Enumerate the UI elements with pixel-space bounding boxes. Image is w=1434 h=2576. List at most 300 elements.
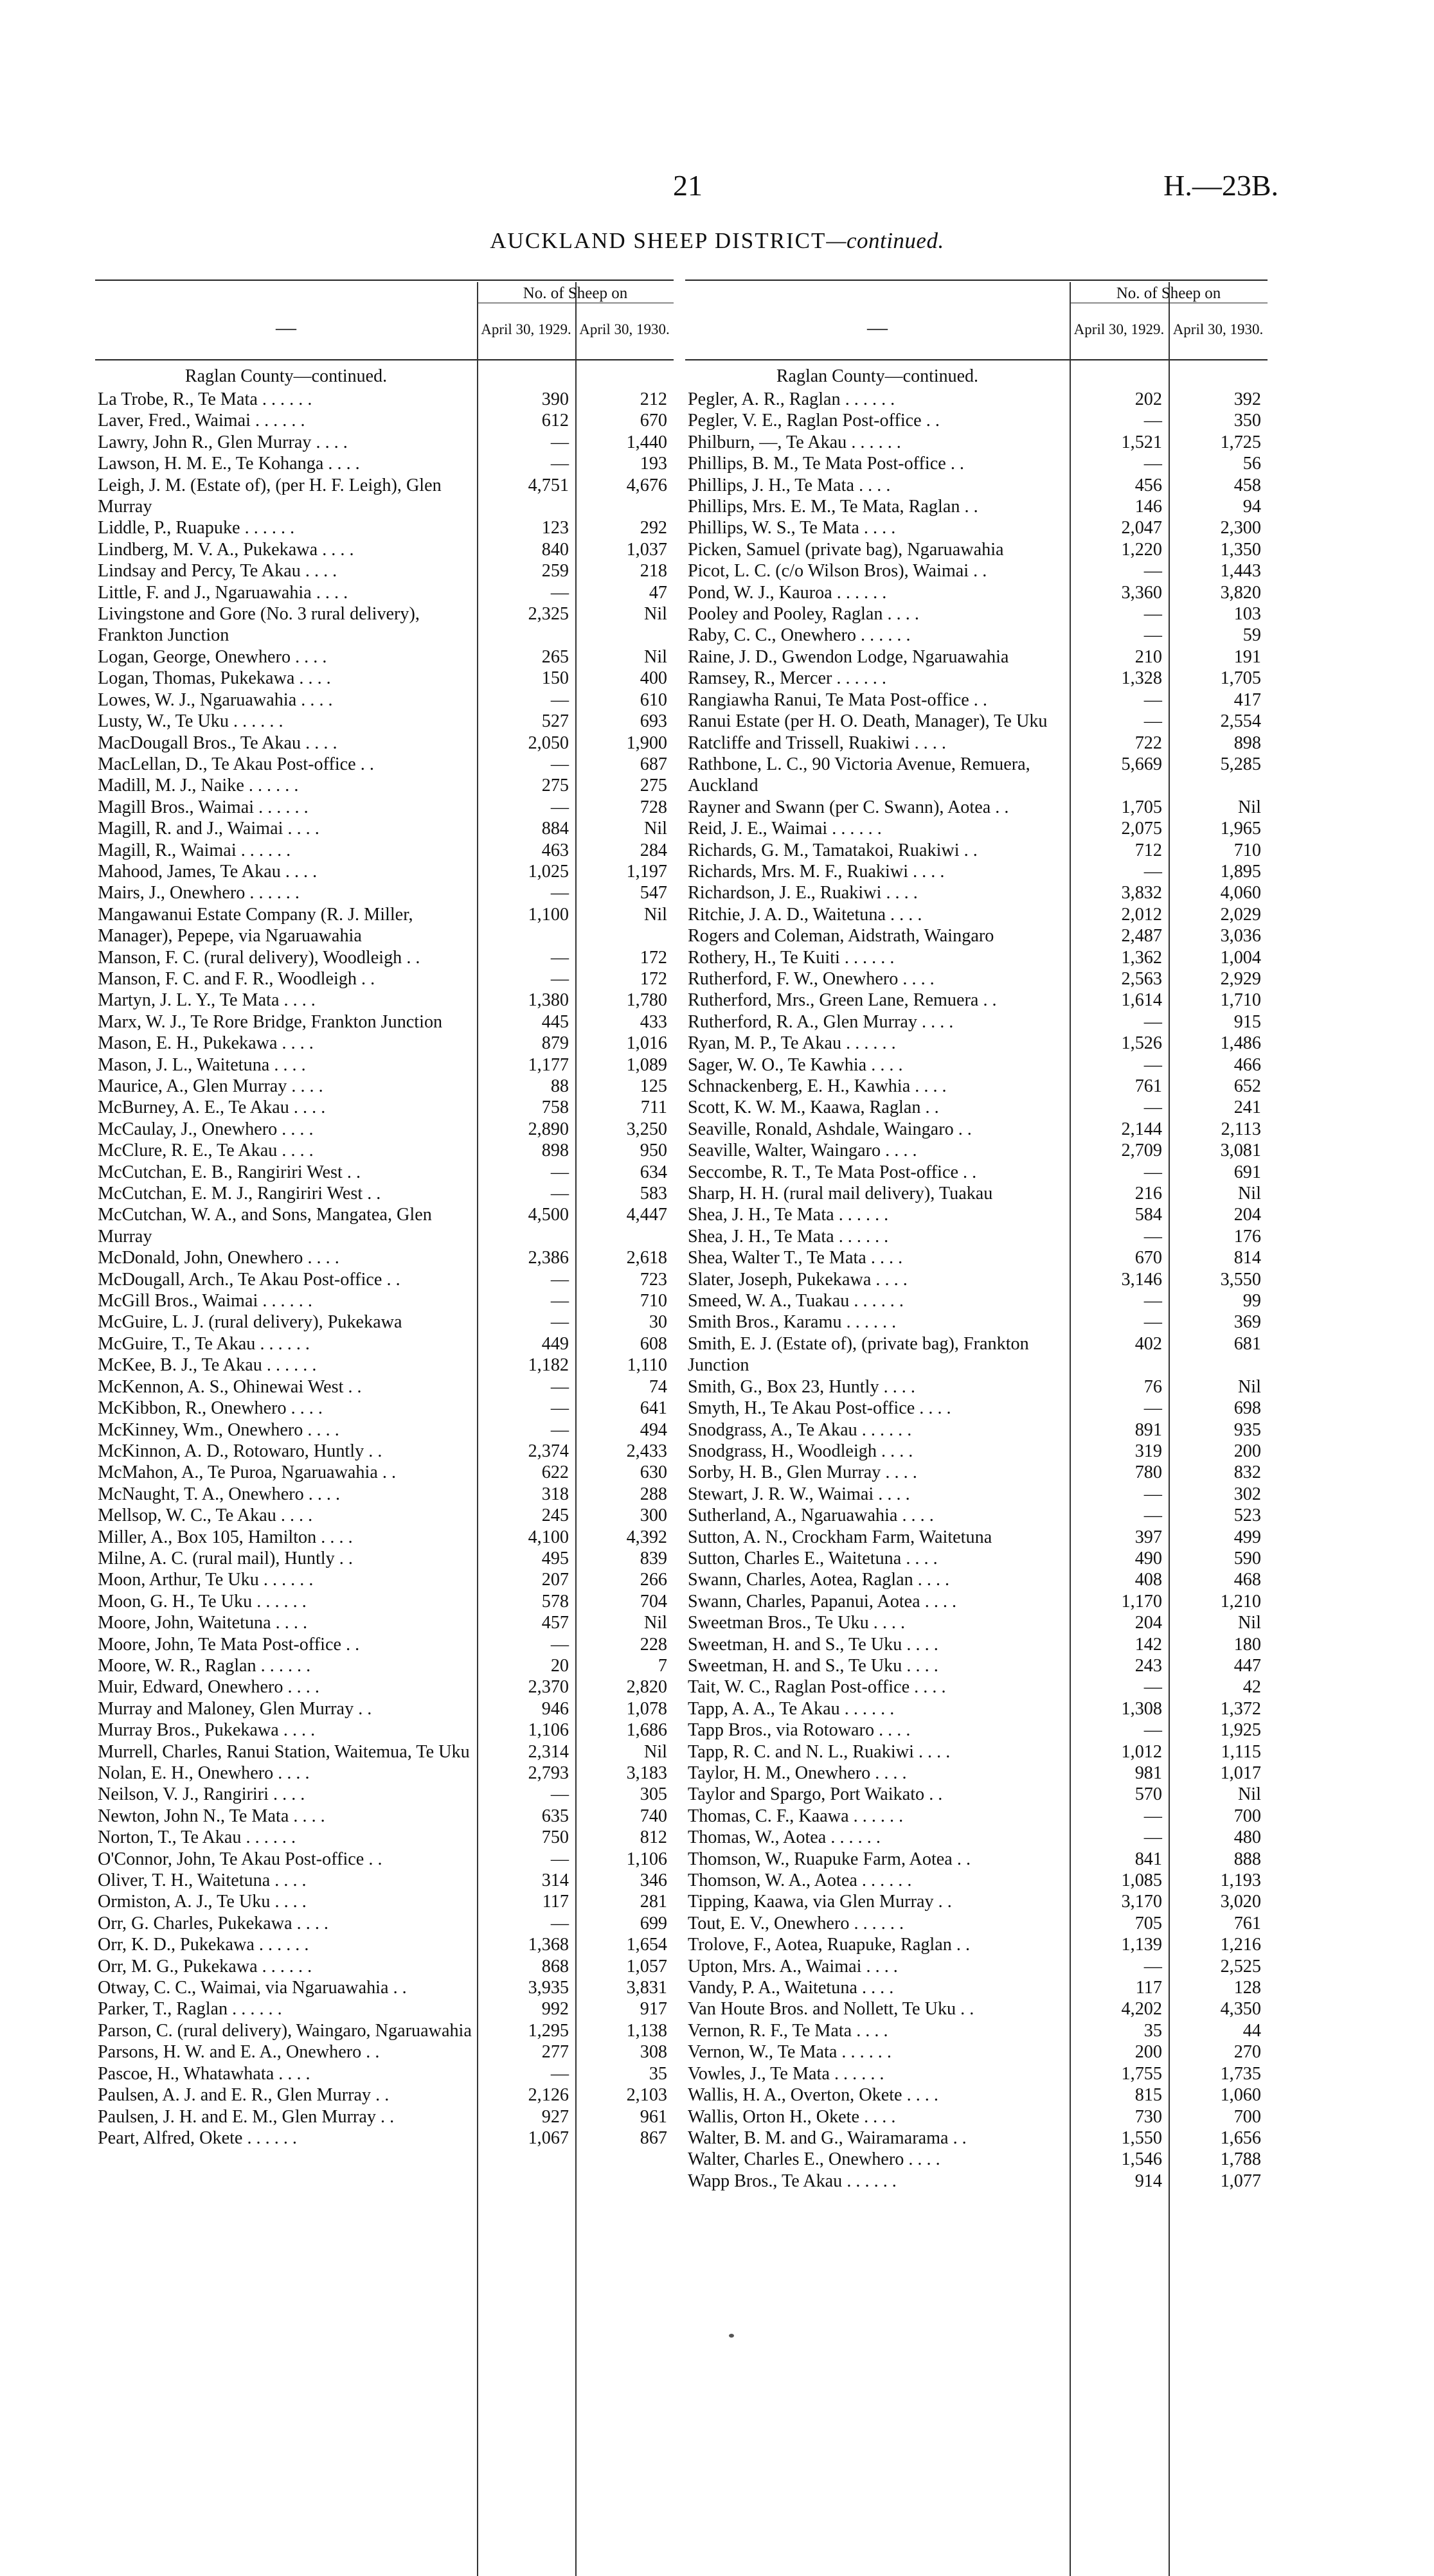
- sheep-1929: —: [550, 1162, 569, 1182]
- sheep-1929: —: [550, 1269, 569, 1290]
- sheep-1930: Nil: [643, 819, 667, 839]
- sheep-1929: 4,500: [528, 1205, 569, 1225]
- sheep-1929: —: [1143, 1226, 1162, 1247]
- table-row: [685, 1569, 1268, 1590]
- sheep-1930: 1,686: [626, 1720, 667, 1741]
- table-row: [95, 1591, 674, 1612]
- table-row: [95, 1870, 674, 1891]
- table-row: [95, 1162, 674, 1183]
- owner-name: Moore, W. R., Raglan . . . . . .: [98, 1655, 311, 1676]
- owner-name: Maurice, A., Glen Murray . . . .: [98, 1076, 323, 1096]
- sheep-1930: Nil: [643, 1613, 667, 1633]
- table-row: [685, 453, 1268, 474]
- sheep-1930: 4,447: [626, 1205, 667, 1225]
- sheep-1930: 723: [640, 1269, 667, 1290]
- owner-name: Shea, J. H., Te Mata . . . . . .: [688, 1205, 889, 1225]
- table-row: [95, 1655, 674, 1676]
- sheep-1930: 433: [640, 1011, 667, 1032]
- table-row: [685, 1162, 1268, 1183]
- sheep-1929: 397: [1134, 1527, 1162, 1547]
- sheep-1930: 888: [1233, 1849, 1261, 1869]
- sheep-1930: 270: [1233, 2042, 1261, 2063]
- table-row: [685, 389, 1268, 410]
- table-row: [685, 1247, 1268, 1268]
- table-row: [95, 2020, 674, 2041]
- owner-name: Thomas, W., Aotea . . . . . .: [688, 1827, 881, 1848]
- sheep-1929: —: [550, 1312, 569, 1333]
- table-row: [685, 668, 1268, 689]
- sheep-1929: 750: [541, 1827, 569, 1848]
- owner-name: Ryan, M. P., Te Akau . . . . . .: [688, 1033, 896, 1054]
- stray-mark: [729, 2334, 734, 2338]
- sheep-1929: 117: [1135, 1978, 1162, 1998]
- sheep-1929: —: [550, 1784, 569, 1805]
- owner-name: McCutchan, E. M. J., Rangiriri West . .: [98, 1184, 381, 1204]
- sheep-1929: —: [550, 968, 569, 989]
- table-row: [95, 1827, 674, 1848]
- table-row: [685, 1634, 1268, 1655]
- sheep-1930: 200: [1233, 1441, 1261, 1461]
- sheep-1930: 346: [640, 1870, 667, 1891]
- sheep-1930: 1,443: [1220, 561, 1261, 582]
- table-row: [685, 797, 1268, 818]
- owner-name: Manson, F. C. (rural delivery), Woodleigh . .: [98, 947, 420, 968]
- sheep-1929: —: [1143, 1312, 1162, 1333]
- table-row: [685, 2171, 1268, 2192]
- table-row: [95, 1763, 674, 1784]
- table-row: [95, 1891, 674, 1912]
- sheep-1929: 879: [541, 1033, 569, 1054]
- table-row: [685, 947, 1268, 968]
- sheep-1930: Nil: [643, 904, 667, 925]
- sheep-1930: 3,250: [626, 1119, 667, 1139]
- page-number: 21: [673, 169, 703, 202]
- table-row: [95, 1311, 674, 1333]
- sheep-1929: 758: [541, 1097, 569, 1118]
- sheep-1930: 1,486: [1220, 1033, 1261, 1054]
- sheep-1930: 125: [640, 1076, 667, 1096]
- owner-name: Laver, Fred., Waimai . . . . . .: [98, 411, 305, 431]
- owner-name: McCutchan, W. A., and Sons, Mangatea, Glen Murray: [98, 1205, 432, 1247]
- table-row: [685, 1719, 1268, 1741]
- sheep-1930: 447: [1233, 1655, 1261, 1676]
- owner-name: Rothery, H., Te Kuiti . . . . . .: [688, 947, 895, 968]
- sheep-1929: 123: [541, 518, 569, 538]
- sheep-1930: 2,820: [626, 1677, 667, 1698]
- sheep-1929: 1,755: [1121, 2063, 1162, 2084]
- sheep-1930: 302: [1233, 1484, 1261, 1504]
- table-row: [685, 861, 1268, 882]
- owner-name: Thomson, W. A., Aotea . . . . . .: [688, 1870, 912, 1891]
- sheep-1930: 417: [1233, 689, 1261, 710]
- table-row: [685, 2127, 1268, 2149]
- sheep-1929: —: [1143, 1677, 1162, 1698]
- sheep-1930: 1,735: [1220, 2063, 1261, 2084]
- sheep-1930: 94: [1242, 497, 1261, 517]
- owner-name: Pond, W. J., Kauroa . . . . . .: [688, 582, 887, 603]
- owner-name: Milne, A. C. (rural mail), Huntly . .: [98, 1548, 353, 1568]
- owner-name: Swann, Charles, Papanui, Aotea . . . .: [688, 1591, 957, 1612]
- owner-name: Swann, Charles, Aotea, Raglan . . . .: [688, 1570, 950, 1590]
- sheep-1929: 927: [541, 2106, 569, 2127]
- sheep-1930: Nil: [1237, 1613, 1261, 1633]
- sheep-1929: —: [550, 689, 569, 710]
- sheep-1930: 7: [658, 1655, 667, 1676]
- table-row: [95, 1784, 674, 1805]
- owner-name: Sweetman, H. and S., Te Uku . . . .: [688, 1634, 938, 1655]
- sheep-1929: 318: [541, 1484, 569, 1504]
- table-row: [95, 1119, 674, 1140]
- owner-name: Lawson, H. M. E., Te Kohanga . . . .: [98, 454, 360, 474]
- owner-name: Schnackenberg, E. H., Kawhia . . . .: [688, 1076, 947, 1096]
- sheep-1929: 635: [541, 1806, 569, 1826]
- sheep-1929: 884: [541, 819, 569, 839]
- sheep-1929: 2,047: [1121, 518, 1162, 538]
- sheep-1930: 698: [1233, 1398, 1261, 1419]
- sheep-1929: —: [550, 1184, 569, 1204]
- owner-name: Murrell, Charles, Ranui Station, Waitemua, Te Uku: [98, 1741, 470, 1762]
- sheep-1929: 35: [1143, 2020, 1162, 2041]
- sheep-1929: —: [550, 1913, 569, 1933]
- table-row: [685, 2041, 1268, 2063]
- owner-name: Reid, J. E., Waimai . . . . . .: [688, 819, 882, 839]
- sheep-1929: 2,386: [528, 1248, 569, 1268]
- sheep-1929: 730: [1134, 2106, 1162, 2127]
- sheep-1929: —: [550, 947, 569, 968]
- sheep-1930: 961: [640, 2106, 667, 2127]
- table-row: [685, 2063, 1268, 2084]
- table-row: [95, 1076, 674, 1097]
- table-row: [685, 1140, 1268, 1161]
- table-row: [685, 1226, 1268, 1247]
- owner-name: Magill, R. and J., Waimai . . . .: [98, 819, 319, 839]
- owner-name: Orr, M. G., Pukekawa . . . . . .: [98, 1956, 312, 1976]
- sheep-1930: 2,554: [1220, 711, 1261, 732]
- owner-name: McDougall, Arch., Te Akau Post-office . .: [98, 1269, 400, 1290]
- table-row: [685, 410, 1268, 431]
- sheep-1930: 1,656: [1220, 2127, 1261, 2148]
- sheep-1930: 1,216: [1220, 1935, 1261, 1955]
- sheep-1930: 700: [1233, 1806, 1261, 1826]
- owner-name: Rogers and Coleman, Aidstrath, Waingaro: [688, 926, 994, 946]
- sheep-1930: 99: [1242, 1291, 1261, 1311]
- owner-name: Mason, J. L., Waitetuna . . . .: [98, 1054, 306, 1075]
- owner-name: Wallis, H. A., Overton, Okete . . . .: [688, 2085, 938, 2106]
- table-row: [685, 1956, 1268, 1977]
- table-row: [685, 1054, 1268, 1076]
- owner-name: Magill, R., Waimai . . . . . .: [98, 840, 291, 860]
- sheep-1930: 284: [640, 840, 667, 860]
- sheep-1930: 1,106: [626, 1849, 667, 1869]
- sheep-1930: 670: [640, 411, 667, 431]
- sheep-1930: 1,780: [626, 990, 667, 1011]
- owner-name: Rutherford, Mrs., Green Lane, Remuera . .: [688, 990, 997, 1011]
- table-row: [685, 1934, 1268, 1955]
- table-row: [685, 1183, 1268, 1204]
- sheep-1929: —: [1143, 689, 1162, 710]
- table-row: [95, 1441, 674, 1462]
- sheep-1930: 699: [640, 1913, 667, 1933]
- sheep-1930: 74: [649, 1376, 667, 1397]
- owner-name: Phillips, J. H., Te Mata . . . .: [688, 475, 891, 495]
- sheep-1929: 1,380: [528, 990, 569, 1011]
- sheep-1929: 20: [550, 1655, 569, 1676]
- sheep-1929: 457: [541, 1613, 569, 1633]
- owner-name: Sharp, H. H. (rural mail delivery), Tuakau: [688, 1184, 993, 1204]
- owner-name: Lusty, W., Te Uku . . . . . .: [98, 711, 283, 732]
- sheep-1929: 1,546: [1121, 2149, 1162, 2170]
- header-col-1930: April 30, 1930.: [579, 321, 670, 337]
- owner-name: Sweetman Bros., Te Uku . . . .: [688, 1613, 906, 1633]
- sheep-1930: 5,285: [1220, 754, 1261, 774]
- left-column-header: [95, 280, 674, 360]
- owner-name: Smith, G., Box 23, Huntly . . . .: [688, 1376, 915, 1397]
- sheep-1930: 180: [1233, 1634, 1261, 1655]
- owner-name: Parsons, H. W. and E. A., Onewhero . .: [98, 2042, 380, 2063]
- table-row: [685, 1977, 1268, 1998]
- sheep-1930: 1,077: [1220, 2171, 1261, 2191]
- owner-name: McKennon, A. S., Ohinewai West . .: [98, 1376, 362, 1397]
- owner-name: Martyn, J. L. Y., Te Mata . . . .: [98, 990, 316, 1011]
- sheep-1929: 2,487: [1121, 926, 1162, 946]
- owner-name: Paulsen, A. J. and E. R., Glen Murray . .: [98, 2085, 390, 2106]
- owner-name: Smyth, H., Te Akau Post-office . . . .: [688, 1398, 951, 1419]
- sheep-1929: 914: [1134, 2171, 1162, 2191]
- table-row: [685, 1076, 1268, 1097]
- sheep-1929: —: [1143, 1054, 1162, 1075]
- owner-name: Mairs, J., Onewhero . . . . . .: [98, 883, 300, 903]
- table-row: [685, 496, 1268, 517]
- table-row: [685, 582, 1268, 603]
- table-row: [95, 1741, 674, 1763]
- sheep-1930: 47: [649, 582, 667, 603]
- owner-name: Sutton, Charles E., Waitetuna . . . .: [688, 1548, 938, 1568]
- sheep-1930: 1,078: [626, 1698, 667, 1719]
- sheep-1929: 1,521: [1121, 432, 1162, 452]
- table-row: [685, 882, 1268, 903]
- sheep-1930: 1,016: [626, 1033, 667, 1054]
- table-row: [95, 1484, 674, 1505]
- owner-name: Vowles, J., Te Mata . . . . . .: [688, 2063, 884, 2084]
- owner-name: Van Houte Bros. and Nollett, Te Uku . .: [688, 1999, 974, 2020]
- table-row: [685, 689, 1268, 711]
- sheep-1930: 2,525: [1220, 1956, 1261, 1976]
- owner-name: McDonald, John, Onewhero . . . .: [98, 1248, 339, 1268]
- sheep-1929: 1,526: [1121, 1033, 1162, 1054]
- table-row: [685, 475, 1268, 496]
- table-row: [95, 1719, 674, 1741]
- sheep-1929: 815: [1134, 2085, 1162, 2106]
- owner-name: McCaulay, J., Onewhero . . . .: [98, 1119, 314, 1139]
- owner-name: Tapp Bros., via Rotowaro . . . .: [688, 1720, 911, 1741]
- table-row: [95, 689, 674, 711]
- owner-name: Tait, W. C., Raglan Post-office . . . .: [688, 1677, 946, 1698]
- sheep-1929: —: [1143, 1097, 1162, 1118]
- title-main: AUCKLAND SHEEP DISTRICT: [490, 228, 827, 253]
- sheep-1929: 150: [541, 668, 569, 689]
- sheep-1929: 463: [541, 840, 569, 860]
- sheep-1930: Nil: [643, 1741, 667, 1762]
- table-row: [95, 2084, 674, 2106]
- sheep-1929: 1,177: [528, 1054, 569, 1075]
- sheep-1930: 1,895: [1220, 861, 1261, 882]
- owner-name: Mangawanui Estate Company (R. J. Miller, Manager), Pepepe, via Ngaruawahia: [98, 904, 413, 946]
- table-row: [685, 754, 1268, 797]
- sheep-1929: —: [550, 1398, 569, 1419]
- owner-name: Leigh, J. M. (Estate of), (per H. F. Leigh), Glen Murray: [98, 475, 442, 517]
- sheep-1930: 468: [1233, 1570, 1261, 1590]
- sheep-1930: 761: [1233, 1913, 1261, 1933]
- owner-name: Paulsen, J. H. and E. M., Glen Murray . .: [98, 2106, 395, 2127]
- sheep-1929: —: [1143, 561, 1162, 582]
- table-row: [95, 1956, 674, 1977]
- sheep-1929: 202: [1134, 389, 1162, 409]
- sheep-1929: —: [1143, 1506, 1162, 1526]
- sheep-1929: 4,751: [528, 475, 569, 495]
- sheep-1929: —: [1143, 1827, 1162, 1848]
- sheep-1929: 243: [1134, 1655, 1162, 1676]
- owner-name: Manson, F. C. and F. R., Woodleigh . .: [98, 968, 375, 989]
- table-row: [685, 1998, 1268, 2020]
- table-row: [95, 775, 674, 796]
- header-sheep-on: No. of Sheep on: [1070, 285, 1268, 303]
- sheep-1929: 898: [541, 1141, 569, 1161]
- owner-name: Miller, A., Box 105, Hamilton . . . .: [98, 1527, 353, 1547]
- sheep-1930: 1,197: [626, 861, 667, 882]
- table-row: [685, 432, 1268, 453]
- sheep-1929: —: [550, 1849, 569, 1869]
- sheep-1930: 3,036: [1220, 926, 1261, 946]
- sheep-1929: 265: [541, 646, 569, 667]
- sheep-1930: 241: [1233, 1097, 1261, 1118]
- sheep-1930: 710: [640, 1291, 667, 1311]
- sheep-1930: 641: [640, 1398, 667, 1419]
- sheep-1930: 1,900: [626, 733, 667, 753]
- table-row: [685, 1033, 1268, 1054]
- sheep-1930: 499: [1233, 1527, 1261, 1547]
- owner-name: McKinnon, A. D., Rotowaro, Huntly . .: [98, 1441, 382, 1461]
- owner-name: Rutherford, R. A., Glen Murray . . . .: [688, 1011, 954, 1032]
- sheep-1929: 2,126: [528, 2085, 569, 2106]
- sheep-1929: —: [1143, 1484, 1162, 1504]
- owner-name: Sager, W. O., Te Kawhia . . . .: [688, 1054, 903, 1075]
- sheep-1930: 4,060: [1220, 883, 1261, 903]
- owner-name: Sutherland, A., Ngaruawahia . . . .: [688, 1506, 934, 1526]
- sheep-1929: 2,709: [1121, 1141, 1162, 1161]
- owner-name: Orr, G. Charles, Pukekawa . . . .: [98, 1913, 328, 1933]
- owner-name: Phillips, Mrs. E. M., Te Mata, Raglan . .: [688, 497, 978, 517]
- table-row: [685, 1505, 1268, 1526]
- sheep-1930: 1,965: [1220, 819, 1261, 839]
- owner-name: Ritchie, J. A. D., Waitetuna . . . .: [688, 904, 922, 925]
- owner-name: Rutherford, F. W., Onewhero . . . .: [688, 968, 935, 989]
- header-col-1930: April 30, 1930.: [1172, 321, 1264, 337]
- sheep-1929: 456: [1134, 475, 1162, 495]
- sheep-1929: —: [550, 754, 569, 774]
- table-row: [95, 1612, 674, 1633]
- sheep-1930: Nil: [1237, 797, 1261, 817]
- table-row: [685, 2149, 1268, 2170]
- sheep-1930: 2,300: [1220, 518, 1261, 538]
- table-row: [685, 1548, 1268, 1569]
- sheep-1930: 1,710: [1220, 990, 1261, 1011]
- sheep-1929: 76: [1143, 1376, 1162, 1397]
- sheep-1929: 981: [1134, 1763, 1162, 1783]
- sheep-1930: 176: [1233, 1226, 1261, 1247]
- sheep-1930: 3,820: [1220, 582, 1261, 603]
- section-heading: Raglan County—continued.: [184, 366, 388, 386]
- table-row: [685, 1441, 1268, 1462]
- right-column-header: [685, 280, 1268, 360]
- table-row: [95, 453, 674, 474]
- sheep-1930: 917: [640, 1999, 667, 2020]
- sheep-1930: 523: [1233, 1506, 1261, 1526]
- sheep-1929: 245: [541, 1506, 569, 1526]
- owner-name: McClure, R. E., Te Akau . . . .: [98, 1141, 314, 1161]
- owner-name: Trolove, F., Aotea, Ruapuke, Raglan . .: [688, 1935, 971, 1955]
- sheep-1930: 458: [1233, 475, 1261, 495]
- table-row: [95, 603, 674, 646]
- table-row: [95, 410, 674, 431]
- owner-name: Vernon, W., Te Mata . . . . . .: [688, 2042, 892, 2063]
- sheep-1929: 2,314: [528, 1741, 569, 1762]
- owner-name: Little, F. and J., Ngaruawahia . . . .: [98, 582, 348, 603]
- right-rows: [685, 389, 1268, 2192]
- sheep-1930: 547: [640, 883, 667, 903]
- sheep-1930: 652: [1233, 1076, 1261, 1096]
- sheep-1929: —: [1143, 1162, 1162, 1182]
- owner-name: Shea, J. H., Te Mata . . . . . .: [688, 1226, 889, 1247]
- header-dash: —: [866, 315, 888, 339]
- sheep-1930: 172: [640, 968, 667, 989]
- sheep-1930: 369: [1233, 1312, 1261, 1333]
- sheep-1929: 490: [1134, 1548, 1162, 1568]
- owner-name: Richards, G. M., Tamatakoi, Ruakiwi . .: [688, 840, 978, 860]
- sheep-1929: 1,328: [1121, 668, 1162, 689]
- table-row: [95, 1977, 674, 1998]
- table-row: [685, 1462, 1268, 1483]
- owner-name: Pooley and Pooley, Raglan . . . .: [688, 604, 919, 625]
- owner-name: Smeed, W. A., Tuakau . . . . . .: [688, 1291, 904, 1311]
- owner-name: Parker, T., Raglan . . . . . .: [98, 1999, 282, 2020]
- table-row: [685, 1849, 1268, 1870]
- sheep-1929: 3,146: [1121, 1269, 1162, 1290]
- sheep-1929: —: [1143, 411, 1162, 431]
- table-row: [685, 1612, 1268, 1633]
- sheep-1930: 308: [640, 2042, 667, 2063]
- table-row: [685, 560, 1268, 582]
- sheep-1929: 3,832: [1121, 883, 1162, 903]
- table-row: [685, 1655, 1268, 1676]
- table-row: [95, 1290, 674, 1311]
- sheep-1929: 142: [1134, 1634, 1162, 1655]
- table-row: [685, 968, 1268, 990]
- owner-name: Raby, C. C., Onewhero . . . . . .: [688, 625, 911, 646]
- table-row: [685, 733, 1268, 754]
- owner-name: Muir, Edward, Onewhero . . . .: [98, 1677, 319, 1698]
- table-row: [95, 1676, 674, 1698]
- owner-name: Thomas, C. F., Kaawa . . . . . .: [688, 1806, 904, 1826]
- owner-name: McBurney, A. E., Te Akau . . . .: [98, 1097, 326, 1118]
- left-rows: [95, 389, 674, 2149]
- sheep-1929: 584: [1134, 1205, 1162, 1225]
- owner-name: McMahon, A., Te Puroa, Ngaruawahia . .: [98, 1462, 397, 1483]
- owner-name: Lawry, John R., Glen Murray . . . .: [98, 432, 348, 452]
- owner-name: Ramsey, R., Mercer . . . . . .: [688, 668, 886, 689]
- owner-name: Logan, George, Onewhero . . . .: [98, 646, 327, 667]
- sheep-1929: 841: [1134, 1849, 1162, 1869]
- table-row: [95, 711, 674, 732]
